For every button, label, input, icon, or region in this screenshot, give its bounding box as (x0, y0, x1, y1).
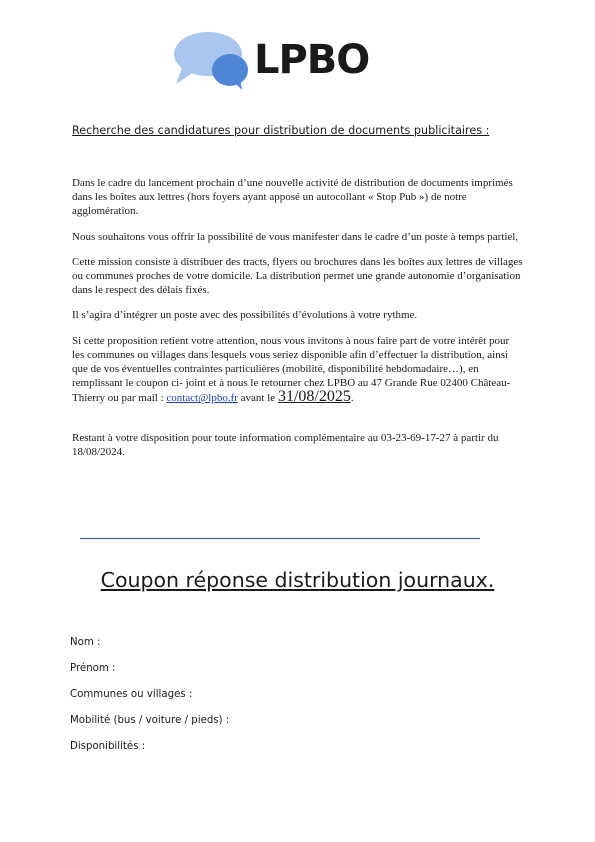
deadline-date: 31/08/2025 (277, 388, 351, 406)
contact-email-link[interactable]: contact@lpbo.fr (166, 392, 238, 405)
logo-text: LPBO (254, 37, 370, 83)
paragraph-offer: Nous souhaitons vous offrir la possibilité de vous manifester dans le cadre d’un poste à temps partiel, (72, 230, 519, 243)
paragraph-intro: Dans le cadre du lancement prochain d’une nouvelle activité de distribution de documents imprimés dans les boîtes aux lettres (hors foyers ayant apposé un autocollant « Stop Pub ») de notre agglomération. (72, 177, 513, 218)
field-mobilite-label: Mobilité (bus / voiture / pieds) : (70, 715, 230, 726)
section-divider (80, 538, 480, 539)
speech-bubbles-logo-icon (168, 28, 258, 92)
page-heading: Recherche des candidatures pour distribution de documents publicitaires : (72, 124, 490, 137)
field-communes-label: Communes ou villages : (70, 689, 193, 700)
field-disponibilites-label: Disponibilités : (70, 741, 146, 752)
coupon-form (70, 636, 510, 766)
field-prenom-label: Prénom : (70, 663, 116, 674)
instructions-deadline-prefix: avant le (237, 392, 278, 405)
field-nom-label: Nom : (70, 637, 101, 648)
paragraph-mission: Cette mission consiste à distribuer des tracts, flyers ou brochures dans les boîtes aux lettres de villages ou communes proches de votre domicile. La distribution permet une grande autonomie d’organisation dans le respect des délais fixés. (72, 255, 523, 297)
paragraph-instructions (72, 334, 524, 406)
letter-body (72, 176, 524, 470)
instructions-end: . (350, 392, 354, 405)
instructions-text: Si cette proposition retient votre attention, nous vous invitons à nous faire part de votre intérêt pour les communes ou villages dans lesquels vous seriez disponible afin d’effectuer la distribution, ainsi que de vos éventuelles contraintes particulières (mobilité, disponibilité hebdomadaire…), en remplissant le coupon ci- joint et à nous le retourner chez LPBO au 47 Grande Rue 02400 Château-Thierry ou par mail : (72, 334, 511, 405)
paragraph-contact: Restant à votre disposition pour toute information complémentaire au 03-23-69-17-27 à partir du 18/08/2024. (72, 431, 499, 458)
lpbo-logo (168, 28, 378, 92)
paragraph-evolution: Il s’agira d’intégrer un poste avec des possibilités d’évolutions à votre rythme. (72, 309, 418, 322)
coupon-title: Coupon réponse distribution journaux. (100, 568, 495, 592)
